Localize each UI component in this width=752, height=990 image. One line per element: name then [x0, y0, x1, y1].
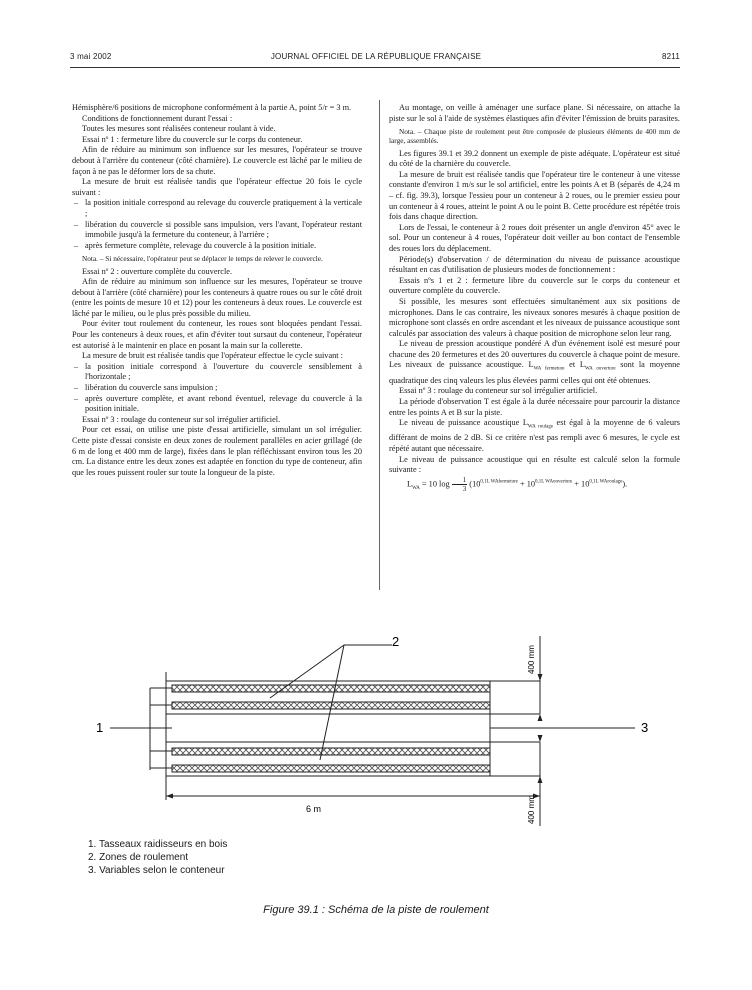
wooden-batten [172, 685, 490, 692]
figure-caption: Figure 39.1 : Schéma de la piste de roulement [263, 904, 489, 916]
paragraph: Période(s) d'observation / de détermination du niveau de puissance acoustique résultant en cas d'utilisation de plusieurs modes de fonctionnement : [389, 254, 680, 275]
fraction-numerator: 1 [452, 476, 468, 485]
paragraph: Pour cet essai, on utilise une piste d'essai artificielle, simulant un sol irrégulier. Cette piste d'essai consiste en deux zones de roulement parallèles en acier grillagé (de 6 m de long et 400 mm de large), fixées dans le plan réfléchissant environ tous les 20 cm. La distance entre les deux zones est adaptée en fonction du type de conteneur, afin que les roues puissent rouler sur toute la longueur de la piste. [72, 425, 362, 477]
lower-rolling-zone [166, 742, 540, 776]
formula-exponent: 0,1L WAouverture [535, 479, 573, 485]
formula-term: ). [622, 479, 628, 489]
paragraph: Afin de réduire au minimum son influence sur les mesures, l'opérateur se trouve debout à l'arrière (côté charnière) pour les conteneurs à quatre roues ou sur le côté droit (entre les points de mesure 10 et 12) pour les conteneurs à deux roues. Le couvercle est lâché par le milieu, ou le plus près possible du milieu. [72, 277, 362, 318]
callout-1-label: 1 [96, 720, 104, 735]
text-run: Le niveau de puissance acoustique L [399, 418, 528, 428]
text-run: sont la moyenne quadratique des cinq valeurs les plus élevées parmi celles qui ont été obtenues. [389, 360, 680, 385]
list-item: – après ouverture complète, et avant rebond éventuel, relevage du couvercle à la position initiale. [74, 394, 362, 415]
formula-lhs: L [407, 479, 413, 489]
formula-exponent: 0,1L WAroulage [589, 479, 623, 485]
paragraph: Toutes les mesures sont réalisées conteneur roulant à vide. [82, 124, 276, 134]
paragraph: Au montage, on veille à aménager une surface plane. Si nécessaire, on attache la piste sur le sol à l'aide de systèmes élastiques afin d'éviter l'émission de bruits parasites. [389, 103, 680, 123]
callout-3-label: 3 [641, 720, 649, 735]
paragraph: Essai nº 1 : fermeture libre du couvercle sur le corps du conteneur. [82, 134, 303, 144]
arrowhead [166, 794, 173, 799]
paragraph: Si possible, les mesures sont effectuées simultanément aux six positions de microphones. Dans le cas contraire, les niveaux sonores mesurés à chaque position de microphone sont classés en ordre ascendant et les niveaux de puissance acoustique sont calculés par association des valeurs à chaque position de microphone selon leur rang. [389, 296, 680, 338]
callout-2 [270, 634, 399, 760]
arrowhead [538, 674, 543, 681]
list-item: – la position initiale correspond au relevage du couvercle pratiquement à la verticale ; [74, 198, 362, 219]
legend-item: 1. Tasseaux raidisseurs en bois [88, 839, 228, 850]
paragraph: La mesure de bruit est réalisée tandis que l'opérateur effectue le cycle suivant : [82, 351, 343, 361]
formula-term: + 10 [572, 479, 590, 489]
formula-equals: = 10 log [419, 479, 452, 489]
paragraph: Essais nºs 1 et 2 : fermeture libre du couvercle sur le corps du conteneur et ouverture complète du couvercle. [389, 275, 680, 296]
note: Nota. – Si nécessaire, l'opérateur peut se déplacer le temps de relever le couvercle. [82, 254, 323, 264]
formula-term: (10 [467, 479, 481, 489]
header-journal-title: JOURNAL OFFICIEL DE LA RÉPUBLIQUE FRANÇAISE [270, 52, 482, 61]
text-run: Le niveau de pression acoustique pondéré A d'un événement isolé est mesuré pour chacune des 20 fermetures et des 20 ouvertures du couvercle à chaque point de mesure. Les niveaux de puissance acoustique. L [389, 339, 680, 370]
paragraph: La période d'observation T est égale à la durée nécessaire pour parcourir la distance entre les points A et B sur la piste. [389, 396, 680, 417]
paragraph: Afin de réduire au minimum son influence sur les mesures, l'opérateur se trouve debout à l'arrière du conteneur (côté charnière). Le couvercle est lâché par le milieu de façon à ne pas le déformer lors de sa chute. [72, 145, 362, 176]
legend-item: 3. Variables selon le conteneur [88, 865, 225, 876]
paragraph: Le niveau de puissance acoustique qui en résulte est calculé selon la formule suivante : [389, 454, 680, 475]
fraction-denominator: 3 [462, 484, 467, 493]
figure-legend [88, 838, 227, 877]
paragraph: Les figures 39.1 et 39.2 donnent un exemple de piste adéquate. L'opérateur est situé du côté de la charnière du couvercle. [389, 148, 680, 169]
paragraph: Lors de l'essai, le conteneur à 2 roues doit présenter un angle d'environ 45° avec le sol. Pour un conteneur à 4 roues, l'opérateur doit veiller au bon contact de l'ensemble des roues lors du déplacement. [389, 222, 680, 253]
upper-rolling-zone [166, 681, 540, 714]
list-item: – après fermeture complète, relevage du couvercle à la position initiale. [74, 241, 362, 252]
arrowhead [538, 714, 543, 721]
length-dimension-label: 6 m [306, 804, 322, 814]
paragraph: Hémisphère/6 positions de microphone conformément à la partie A, point 5/r = 3 m. [72, 103, 352, 112]
subscript: WA fermeture [533, 367, 565, 373]
formula-lhs-subscript: WA [412, 485, 420, 491]
list-item: – libération du couvercle sans impulsion ; [74, 383, 362, 394]
text-run: et L [564, 360, 585, 370]
text-run: est égal à la moyenne de 6 valeurs différant de moins de 2 dB. Si ce critère n'est pas rempli avec 6 mesures, le cycle est répété autant que nécessaire. [389, 418, 680, 453]
header-page-number: 8211 [661, 52, 680, 61]
paragraph: Pour éviter tout roulement du conteneur, les roues sont bloquées pendant l'essai. Pour les conteneurs à deux roues, et afin d'éviter tout sursaut du conteneur, l'opérateur est autorisé à le maintenir en place en posant la main sur la collerette. [72, 319, 362, 350]
upper-width-dimension [527, 636, 543, 721]
wooden-batten [172, 765, 490, 772]
formula-term: + 10 [517, 479, 535, 489]
paragraph: Essai nº 3 : roulage du conteneur sur sol irrégulier artificiel. [82, 414, 281, 424]
note: Nota. – Chaque piste de roulement peut être composée de plusieurs éléments de 400 mm de large, assemblés. [389, 127, 680, 146]
list-item: – la position initiale correspond à l'ouverture du couvercle sensiblement à l'horizontale ; [74, 362, 362, 383]
subscript: WA roulage [527, 424, 554, 430]
paragraph: Essai nº 3 : roulage du conteneur sur sol irrégulier artificiel. [399, 386, 598, 396]
wooden-batten [172, 748, 490, 755]
header-date: 3 mai 2002 [70, 52, 112, 61]
callout-3 [490, 720, 648, 735]
arrowhead [538, 776, 543, 783]
list-item: – libération du couvercle si possible sans impulsion, vers l'avant, l'opérateur restant immobile jusqu'à la fermeture du conteneur, à l'arrière ; [74, 220, 362, 241]
arrowhead [538, 735, 543, 742]
callout-1 [96, 688, 172, 770]
callout-2-label: 2 [392, 634, 400, 649]
paragraph: La mesure de bruit est réalisée tandis que l'opérateur effectue 20 fois le cycle suivant : [72, 177, 362, 197]
paragraph: Conditions de fonctionnement durant l'essai : [82, 113, 233, 123]
subscript: WA ouverture [584, 367, 616, 373]
formula-exponent: 0,1L WAfermeture [480, 479, 518, 485]
length-dimension [166, 776, 540, 814]
legend-item: 2. Zones de roulement [88, 852, 189, 863]
width-dimension-label: 400 mm [527, 795, 536, 824]
width-dimension-label: 400 mm [527, 645, 536, 674]
paragraph: Essai nº 2 : ouverture complète du couvercle. [82, 266, 233, 276]
lower-width-dimension [527, 735, 543, 826]
paragraph: La mesure de bruit est réalisée tandis que l'opérateur tire le conteneur à une vitesse constante d'environ 1 m/s sur le sol artificiel, entre les points A et B (séparés de 4,24 m – cf. fig. 39.3), lorsque l'essieu pour un conteneur à 2 roues, ou le premier essieu pour un conteneur à 4 roues, atteint le point A ou le point B. Cette procédure est répétée trois fois dans chaque direction. [389, 169, 680, 222]
